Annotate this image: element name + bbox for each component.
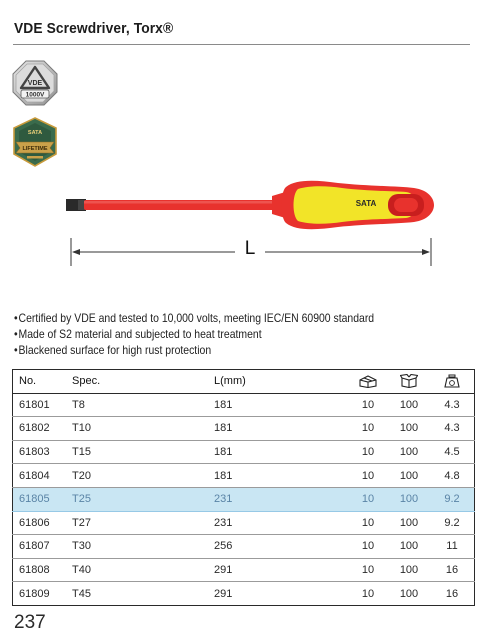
cell-inner-pack: 10 <box>348 487 388 511</box>
table-row <box>13 487 475 511</box>
table-header-row <box>13 370 475 394</box>
cell-no: 61808 <box>13 558 73 582</box>
feature-item: • Certified by VDE and tested to 10,000 volts, meeting IEC/EN 60900 standard <box>14 311 374 327</box>
column-header-length: L(mm) <box>214 370 348 394</box>
lifetime-banner-text: LIFETIME <box>22 146 48 152</box>
cell-inner-pack: 10 <box>348 417 388 441</box>
cell-length: 291 <box>214 587 233 600</box>
column-header-no: No. <box>13 370 73 394</box>
weight-scale-icon <box>444 374 460 388</box>
feature-list <box>14 311 414 359</box>
vde-certification-icon <box>12 60 58 106</box>
table-row <box>13 558 475 582</box>
cell-carton: 100 <box>388 535 430 559</box>
cell-weight: 4.5 <box>430 440 475 464</box>
cell-carton: 100 <box>388 487 430 511</box>
cell-length: 231 <box>214 511 348 535</box>
cell-carton: 100 <box>388 558 430 582</box>
cell-spec: T15 <box>72 440 214 464</box>
cell-no: 61806 <box>13 511 73 535</box>
cell-inner-pack: 10 <box>348 440 388 464</box>
specification-table <box>12 369 475 606</box>
feature-item: • Made of S2 material and subjected to heat treatment <box>14 327 374 343</box>
cell-spec: T27 <box>72 511 214 535</box>
cell-inner-pack: 10 <box>348 535 388 559</box>
table-row <box>13 464 475 488</box>
cell-weight: 11 <box>430 535 475 559</box>
title-divider <box>13 44 470 45</box>
screwdriver-icon <box>66 176 438 234</box>
column-header-spec: Spec. <box>72 370 214 394</box>
cell-weight: 4.8 <box>430 464 475 488</box>
cell-length: 256 <box>214 535 348 559</box>
cell-weight: 9.2 <box>430 487 475 511</box>
column-header-inner-pack <box>348 370 388 394</box>
table-row <box>13 511 475 535</box>
cell-no: 61802 <box>13 417 73 441</box>
cell-no: 61801 <box>13 393 73 417</box>
lifetime-brand-text: SATA <box>27 130 43 136</box>
cell-no: 61804 <box>13 464 73 488</box>
cell-length: 231 <box>214 487 348 511</box>
cell-carton: 100 <box>399 587 419 600</box>
cell-no: 61809 <box>19 587 50 600</box>
cell-inner-pack: 10 <box>348 511 388 535</box>
inner-pack-icon <box>359 375 377 388</box>
cell-length: 181 <box>214 440 348 464</box>
cell-carton: 100 <box>388 417 430 441</box>
feature-item: • Blackened surface for high rust protection <box>14 343 374 359</box>
cell-spec: T25 <box>72 487 214 511</box>
cell-spec: T40 <box>72 558 214 582</box>
cell-inner-pack: 10 <box>348 558 388 582</box>
vde-mark-text: VDE <box>27 80 43 87</box>
cell-spec: T8 <box>72 393 214 417</box>
lifetime-guarantee-icon <box>12 117 58 167</box>
column-header-weight <box>430 370 475 394</box>
cell-no: 61807 <box>13 535 73 559</box>
cell-inner-pack: 10 <box>348 393 388 417</box>
cell-length: 181 <box>214 464 348 488</box>
voltage-rating-text: 1000V <box>25 91 45 99</box>
table-row <box>13 440 475 464</box>
table-row <box>13 535 475 559</box>
cell-no: 61805 <box>13 487 73 511</box>
cell-weight: 9.2 <box>430 511 475 535</box>
cell-carton: 100 <box>388 511 430 535</box>
cell-spec: T45 <box>72 587 91 600</box>
cell-weight: 16 <box>430 558 475 582</box>
length-dimension-label: L <box>244 238 256 259</box>
cell-spec: T30 <box>72 535 214 559</box>
table-row <box>13 417 475 441</box>
cell-carton: 100 <box>388 464 430 488</box>
table-body <box>13 393 475 605</box>
table-row <box>13 582 475 606</box>
cell-spec: T20 <box>72 464 214 488</box>
product-title: VDE Screwdriver, Torx® <box>14 20 174 37</box>
carton-box-icon <box>400 374 418 388</box>
cell-carton: 100 <box>388 393 430 417</box>
page-number: 237 <box>14 612 46 633</box>
cell-no: 61803 <box>13 440 73 464</box>
handle-brand-text: SATA <box>355 199 377 208</box>
cell-spec: T10 <box>72 417 214 441</box>
cell-length: 291 <box>214 558 348 582</box>
table-row <box>13 393 475 417</box>
column-header-carton <box>388 370 430 394</box>
cell-weight: 4.3 <box>430 393 475 417</box>
cell-weight: 4.3 <box>430 417 475 441</box>
cell-inner-pack: 10 <box>348 464 388 488</box>
cell-inner-pack: 10 <box>361 587 375 600</box>
cell-weight: 16 <box>445 587 459 600</box>
cell-length: 181 <box>214 417 348 441</box>
cell-carton: 100 <box>388 440 430 464</box>
cell-length: 181 <box>214 393 348 417</box>
